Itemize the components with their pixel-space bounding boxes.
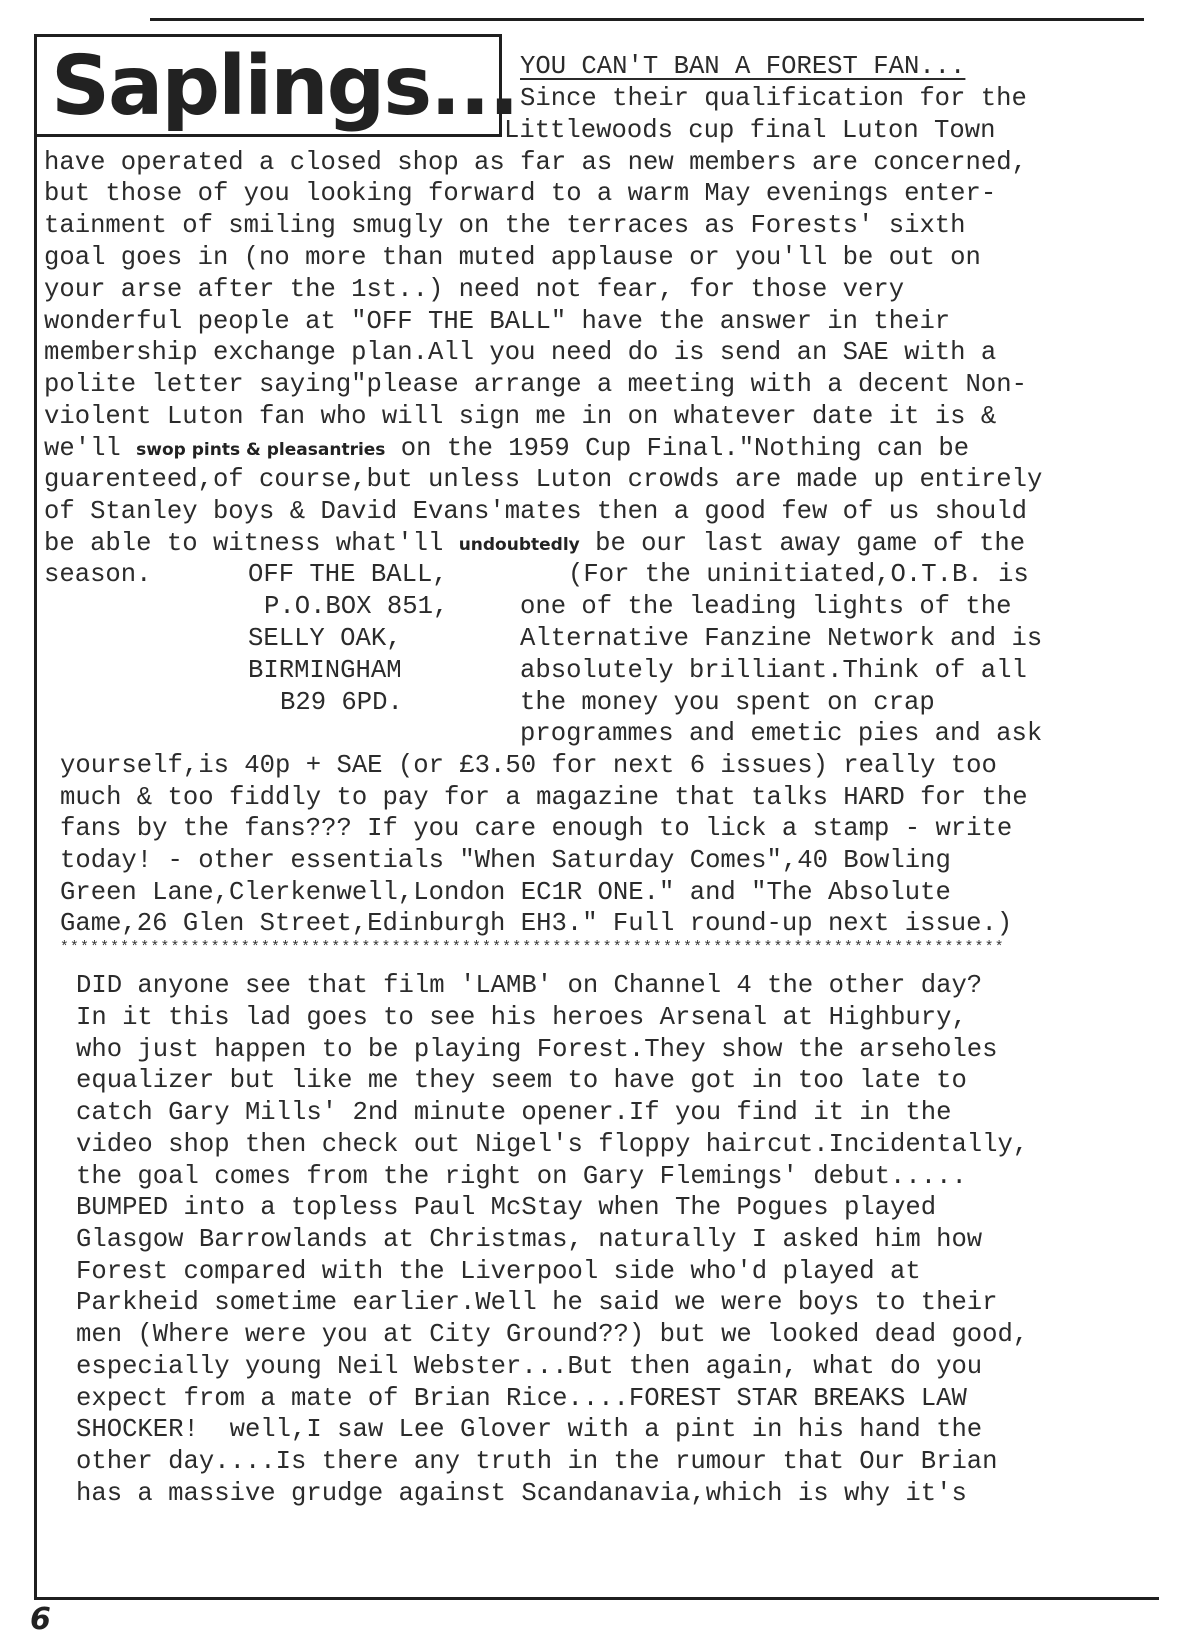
text-line: video shop then check out Nigel's floppy haircut.Incidentally, [76, 1130, 1029, 1159]
text-line: SHOCKER! well,I saw Lee Glover with a pint in his hand the [76, 1415, 983, 1444]
text-line-handwritten-insert [44, 432, 969, 467]
text-line: today! - other essentials "When Saturday Comes",40 Bowling [60, 846, 951, 875]
text-line: season. [44, 560, 152, 589]
address-line: P.O.BOX 851, [264, 592, 449, 621]
text-line: Glasgow Barrowlands at Christmas, naturally I asked him how [76, 1225, 983, 1254]
text-line: Alternative Fanzine Network and is [520, 624, 1043, 653]
top-rule [150, 18, 1144, 21]
bottom-rule [34, 1597, 1159, 1600]
text-line: have operated a closed shop as far as new members are concerned, [44, 148, 1027, 177]
address-line: BIRMINGHAM [248, 656, 402, 685]
text-line: one of the leading lights of the [520, 592, 1012, 621]
text-line: wonderful people at "OFF THE BALL" have the answer in their [44, 307, 951, 336]
text-line: programmes and emetic pies and ask [520, 719, 1043, 748]
address-line: SELLY OAK, [248, 624, 402, 653]
text-line: violent Luton fan who will sign me in on whatever date it is & [44, 402, 997, 431]
text-line-handwritten-insert [44, 527, 1025, 562]
text-line: expect from a mate of Brian Rice....FOREST STAR BREAKS LAW [76, 1384, 967, 1413]
text-line: other day....Is there any truth in the rumour that Our Brian [76, 1447, 998, 1476]
text-segment: we'll [44, 434, 137, 463]
left-frame-rule [34, 34, 37, 1599]
text-line: membership exchange plan.All you need do is send an SAE with a [44, 338, 997, 367]
text-line: Green Lane,Clerkenwell,London EC1R ONE." and "The Absolute [60, 878, 951, 907]
text-line: guarenteed,of course,but unless Luton crowds are made up entirely [44, 465, 1043, 494]
text-line: yourself,is 40p + SAE (or £3.50 for next 6 issues) really too [60, 751, 997, 780]
text-line: Forest compared with the Liverpool side who'd played at [76, 1257, 921, 1286]
text-line: BUMPED into a topless Paul McStay when The Pogues played [76, 1193, 937, 1222]
address-line: OFF THE BALL, [248, 560, 448, 589]
text-line: polite letter saying"please arrange a meeting with a decent Non- [44, 370, 1027, 399]
text-line: equalizer but like me they seem to have got in too late to [76, 1066, 967, 1095]
text-line: fans by the fans??? If you care enough to lick a stamp - write [60, 814, 1013, 843]
address-line: B29 6PD. [280, 688, 403, 717]
text-line: Since their qualification for the [520, 84, 1027, 113]
text-line: tainment of smiling smugly on the terraces as Forests' sixth [44, 211, 966, 240]
masthead-title: Saplings... [51, 39, 518, 134]
text-line: has a massive grudge against Scandanavia,which is why it's [76, 1479, 967, 1508]
text-line: especially young Neil Webster...But then again, what do you [76, 1352, 983, 1381]
handwritten-insert: undoubtedly [458, 535, 580, 555]
text-segment: be our last away game of the [579, 529, 1026, 558]
text-line: goal goes in (no more than muted applause or you'll be out on [44, 243, 981, 272]
text-line: absolutely brilliant.Think of all [520, 656, 1027, 685]
text-line: Parkheid sometime earlier.Well he said we were boys to their [76, 1288, 998, 1317]
text-line: much & too fiddly to pay for a magazine that talks HARD for the [60, 783, 1028, 812]
text-line: who just happen to be playing Forest.They show the arseholes [76, 1035, 998, 1064]
text-line: the money you spent on crap [520, 688, 935, 717]
text-line: men (Where were you at City Ground??) but we looked dead good, [76, 1320, 1029, 1349]
text-line: (For the uninitiated,O.T.B. is [568, 560, 1029, 589]
text-line: Littlewoods cup final Luton Town [504, 116, 996, 145]
text-line: DID anyone see that film 'LAMB' on Channel 4 the other day? [76, 971, 983, 1000]
handwritten-insert: swop pints & pleasantries [136, 440, 386, 460]
text-line: catch Gary Mills' 2nd minute opener.If you find it in the [76, 1098, 952, 1127]
text-line: the goal comes from the right on Gary Flemings' debut..... [76, 1162, 967, 1191]
text-line: but those of you looking forward to a warm May evenings enter- [44, 179, 997, 208]
text-line: In it this lad goes to see his heroes Arsenal at Highbury, [76, 1003, 967, 1032]
article-heading: YOU CAN'T BAN A FOREST FAN... [520, 52, 966, 81]
text-segment: on the 1959 Cup Final."Nothing can be [385, 434, 970, 463]
text-line: of Stanley boys & David Evans'mates then a good few of us should [44, 497, 1027, 526]
star-separator: ********************************************************************************************** [60, 940, 1005, 956]
page-number: 6 [30, 1602, 51, 1637]
masthead-box [34, 34, 518, 137]
text-segment: be able to witness what'll [44, 529, 459, 558]
text-line: Game,26 Glen Street,Edinburgh EH3." Full round-up next issue.) [60, 909, 1013, 938]
text-line: your arse after the 1st..) need not fear, for those very [44, 275, 905, 304]
